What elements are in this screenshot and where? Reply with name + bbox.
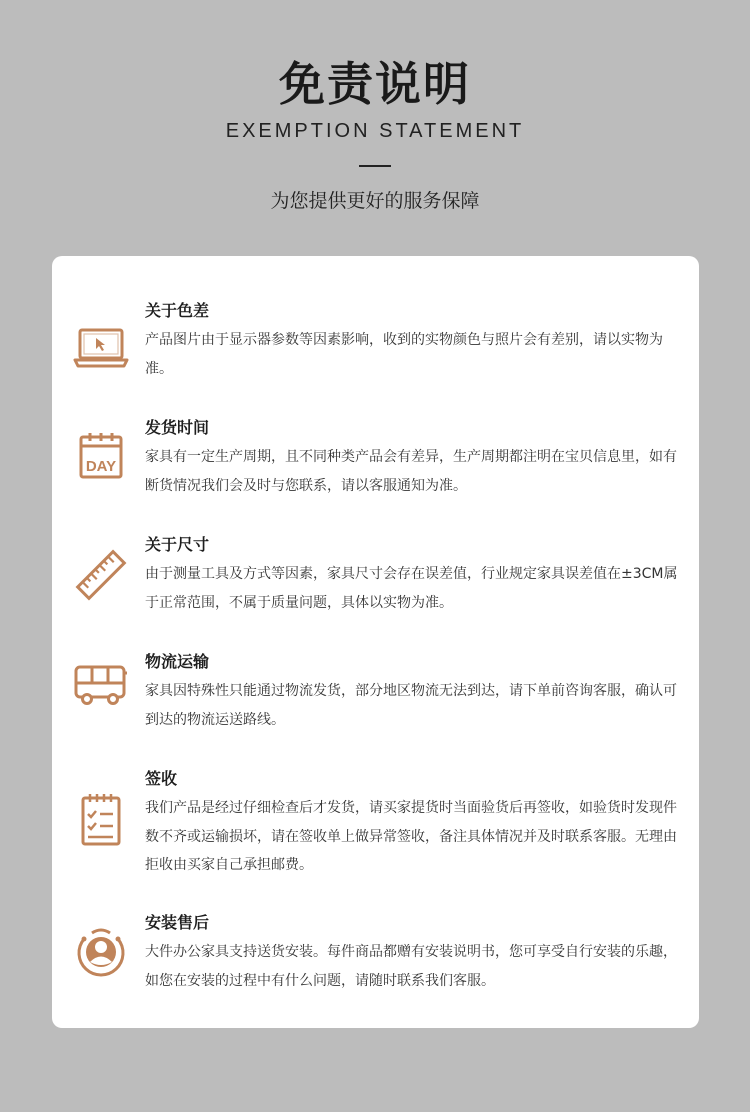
page-subtitle-english: EXEMPTION STATEMENT <box>225 120 525 142</box>
page-title: 免责说明 <box>279 57 471 111</box>
item-body: 家具有一定生产周期，且不同种类产品会有差异，生产周期都注明在宝贝信息里，如有断货情况我们会及时与您联系，请以客服通知为准。 <box>145 449 677 494</box>
bus-icon <box>72 656 130 714</box>
item-heading: 签收 <box>145 769 178 788</box>
statement-card <box>52 256 699 1028</box>
item-body: 家具因特殊性只能通过物流发货，部分地区物流无法到达，请下单前咨询客服，确认可到达的物流运送路线。 <box>145 683 677 728</box>
item-body: 由于测量工具及方式等因素，家具尺寸会存在误差值，行业规定家具误差值在±3CM属于正常范围，不属于质量问题，具体以实物为准。 <box>145 566 678 611</box>
item-heading: 关于色差 <box>145 301 210 320</box>
checklist-icon <box>72 790 130 848</box>
item-body: 大件办公家具支持送货安装。每件商品都赠有安装说明书，您可享受自行安装的乐趣，如您在安装的过程中有什么问题，请随时联系我们客服。 <box>145 944 677 989</box>
ruler-icon <box>72 546 130 604</box>
title-divider <box>359 165 391 167</box>
item-heading: 物流运输 <box>145 652 210 671</box>
item-heading: 关于尺寸 <box>145 535 210 554</box>
item-heading: 发货时间 <box>145 418 210 437</box>
calendar-day-icon <box>72 429 130 487</box>
item-body: 我们产品是经过仔细检查后才发货，请买家提货时当面验货后再签收，如验货时发现件数不齐或运输损坏，请在签收单上做异常签收，备注具体情况并及时联系客服。无理由拒收由买家自己承担邮费。 <box>145 800 677 873</box>
item-body: 产品图片由于显示器参数等因素影响，收到的实物颜色与照片会有差别，请以实物为准。 <box>145 332 663 377</box>
calendar-day-label: DAY <box>85 458 117 475</box>
laptop-icon <box>72 319 130 377</box>
customer-service-icon <box>72 924 130 982</box>
page-tagline: 为您提供更好的服务保障 <box>270 190 480 212</box>
item-heading: 安装售后 <box>145 913 210 932</box>
